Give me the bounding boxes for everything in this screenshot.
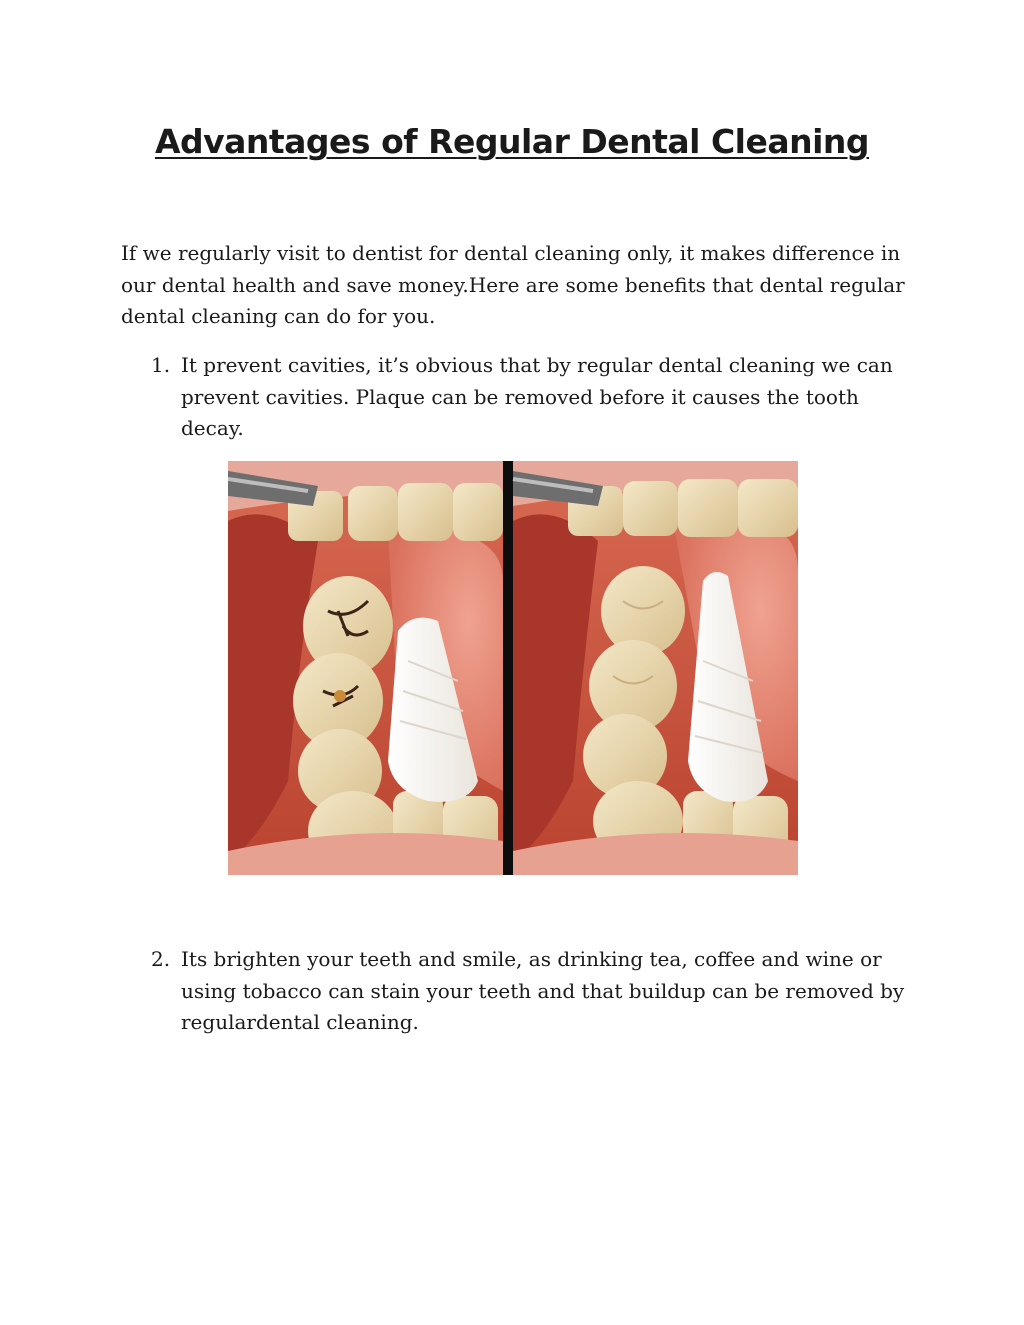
- list-item-2-number: 2.: [151, 947, 171, 971]
- page-title: Advantages of Regular Dental Cleaning: [154, 122, 870, 161]
- after-panel: [513, 461, 798, 875]
- list-item-2-text: Its brighten your teeth and smile, as drinking tea, coffee and wine or using tobacco can stain your teeth and that buildup can be removed by regulardental cleaning.: [181, 947, 905, 1034]
- before-panel: [228, 461, 503, 875]
- list-item-1-text: It prevent cavities, it’s obvious that by regular dental cleaning we can prevent cavities. Plaque can be removed before it causes the tooth decay.: [181, 353, 893, 440]
- photo-divider: [503, 461, 513, 875]
- list-item-1-number: 1.: [151, 353, 171, 377]
- list-item-1: [151, 350, 911, 445]
- list-item-2: [151, 944, 911, 1039]
- before-after-teeth-photo: [228, 461, 798, 875]
- intro-paragraph: If we regularly visit to dentist for dental cleaning only, it makes difference in our dental health and save money.Here are some benefits that dental regular dental cleaning can do for you.: [121, 241, 905, 328]
